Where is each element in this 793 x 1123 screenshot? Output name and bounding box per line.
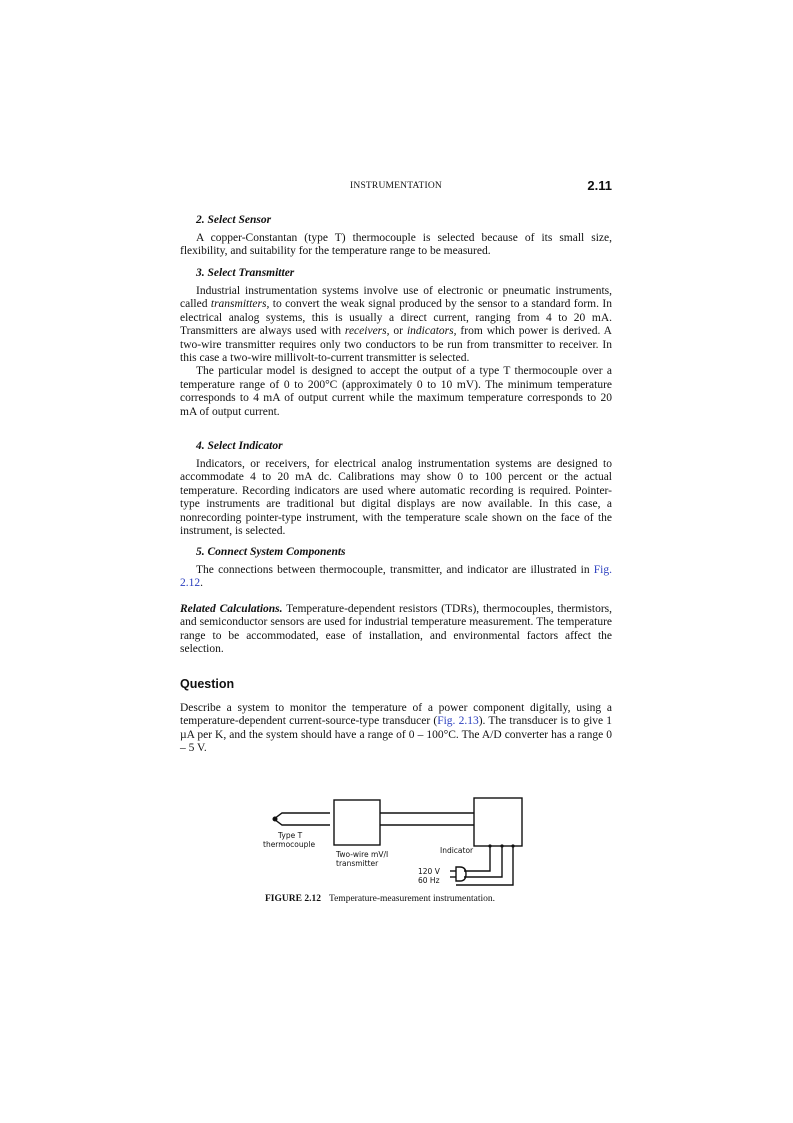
paragraph [180, 702, 612, 756]
running-title: INSTRUMENTATION [350, 181, 442, 191]
emphasis: receivers, [344, 325, 390, 338]
paragraph: A copper-Constantan (type T) thermocouple is selected because of its small size, flexibility, and suitability for the temperature range to be measured. [180, 232, 612, 258]
indicator-box [474, 798, 522, 846]
page-number: 2.11 [587, 178, 612, 193]
text-run: Industrial instrumentation systems involve use of electronic or pneumatic instruments, called [180, 285, 612, 311]
text-run: to convert the weak signal produced by the sensor to a standard form. In electrical analog systems, this is usually a direct current, ranging from 4 to 20 mA. Transmitters are always used with [180, 298, 612, 338]
text-run: Temperature-dependent resistors (TDRs), thermocouples, thermistors, and semiconductor sensors are used for industrial temperature measurement. The temperature range to be accommodated, ease of installation, and environmental factors affect the selection. [180, 603, 613, 656]
section-body-select-transmitter [180, 285, 612, 419]
paragraph: The particular model is designed to accept the output of a type T thermocouple over a temperature range of 0 to 200°C (approximately 0 to 10 mV). The minimum temperature corresponds to 4 mA of output current while the maximum temperature corresponds to 20 mA of output current. [180, 365, 612, 418]
section-heading-connect-components: 5. Connect System Components [196, 546, 346, 558]
figure-link-2-12[interactable]: Fig. 2.12 [180, 564, 612, 590]
related-label: Related Calculations. [180, 603, 283, 615]
figure-2-12 [260, 795, 530, 890]
label-type-t: Type T [278, 831, 303, 840]
label-voltage: 120 V [418, 867, 440, 876]
caption-label: FIGURE 2.12 [265, 894, 321, 904]
paragraph [180, 564, 612, 591]
label-frequency: 60 Hz [418, 876, 440, 885]
label-thermocouple: thermocouple [263, 840, 316, 849]
emphasis: transmitters, [210, 298, 270, 311]
section-heading-select-indicator: 4. Select Indicator [196, 440, 283, 452]
figure-caption [180, 894, 612, 904]
paragraph [180, 285, 612, 365]
related-calculations [180, 603, 612, 657]
transmitter-box [334, 800, 380, 845]
paragraph [180, 603, 612, 657]
text-run: . [200, 577, 203, 590]
text-run: ). The transducer is to give 1 µA per K, and the system should have a range of 0 – 100°C. The A/D converter has a range 0 – 5 V. [180, 715, 613, 755]
text-run: or [389, 325, 407, 338]
section-body-select-sensor [180, 232, 612, 259]
text-run: from which power is derived. A two-wire transmitter requires only two conductors to be run from transmitter to receiver. In this case a two-wire millivolt-to-current transmitter is selected. [180, 325, 612, 365]
section-heading-select-transmitter: 3. Select Transmitter [196, 267, 295, 279]
thermocouple-probe [274, 813, 330, 825]
power-plug-icon [456, 867, 466, 881]
section-body-select-indicator [180, 458, 612, 538]
instrumentation-diagram [260, 795, 530, 890]
page-header [180, 178, 612, 197]
section-body-connect-components [180, 564, 612, 591]
emphasis: indicators, [406, 325, 457, 338]
text-run: Describe a system to monitor the temperature of a power component digitally, using a temperature-dependent current-source-type transducer ( [180, 702, 612, 728]
question-body [180, 702, 612, 756]
caption-text: Temperature-measurement instrumentation. [328, 894, 496, 904]
question-heading: Question [180, 677, 235, 691]
label-indicator: Indicator [440, 846, 474, 855]
text-run: The connections between thermocouple, transmitter, and indicator are illustrated in [196, 564, 594, 576]
figure-link-2-13[interactable]: Fig. 2.13 [437, 715, 479, 728]
label-transmitter-2: transmitter [336, 859, 379, 868]
section-heading-select-sensor: 2. Select Sensor [196, 214, 272, 226]
label-transmitter-1: Two-wire mV/I [336, 850, 389, 859]
paragraph: Indicators, or receivers, for electrical analog instrumentation systems are designed to accommodate 4 to 20 mA dc. Calibrations may show 0 to 100 percent or the actual temperature. Recording indicators are used where automatic recording is required. Pointer-type instruments are traditional but digital displays are now available. In this case, a nonrecording pointer-type instrument, with the temperature scale shown on the face of the instrument, is selected. [180, 458, 612, 538]
